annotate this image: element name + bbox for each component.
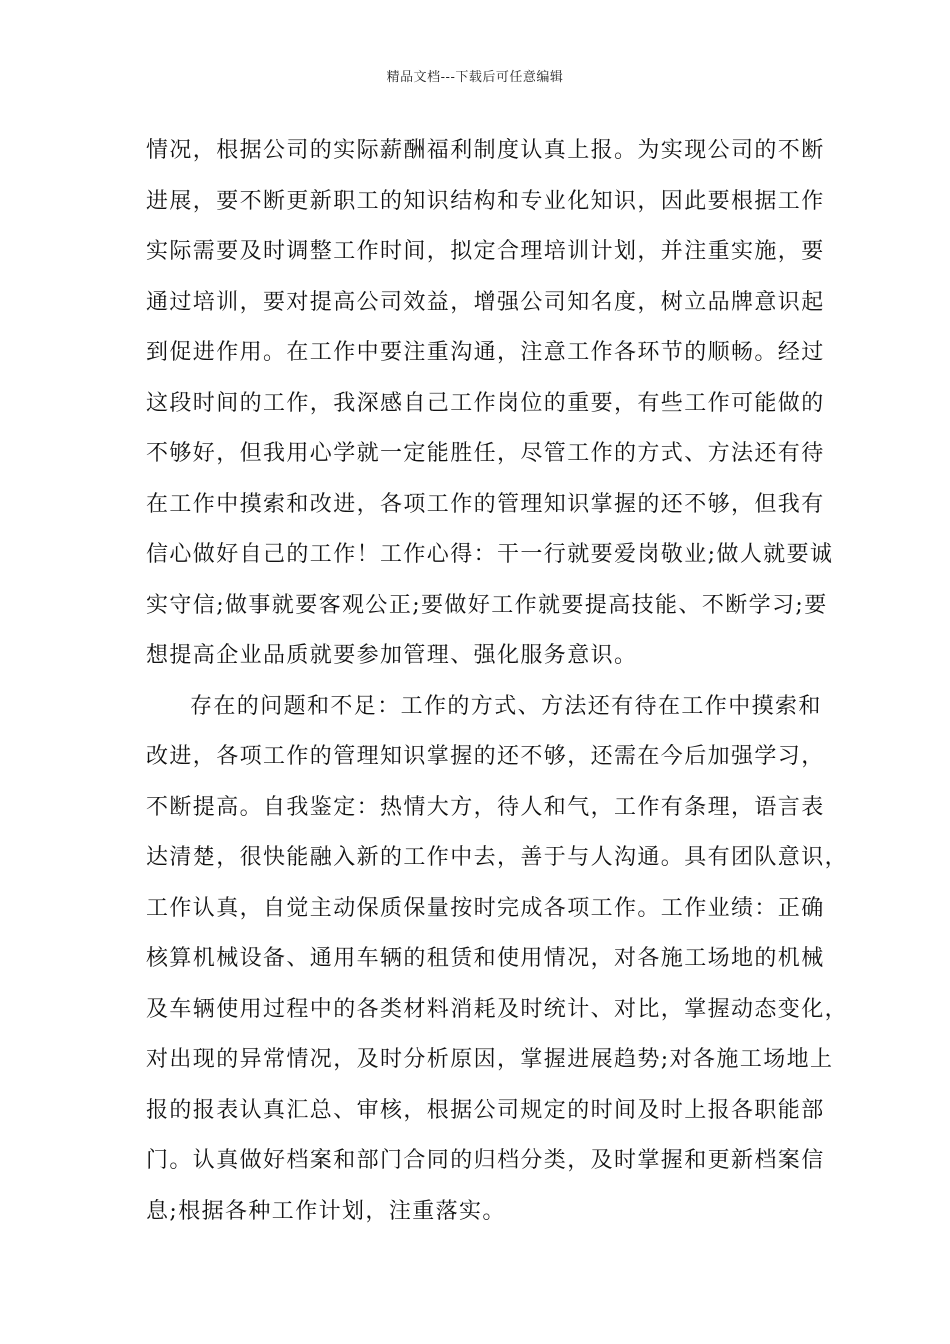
text-line: 不断提高。自我鉴定：热情大方，待人和气，工作有条理，语言表: [146, 794, 825, 820]
text-line: 门。认真做好档案和部门合同的归档分类，及时掌握和更新档案信: [146, 1148, 825, 1173]
text-line: 改进，各项工作的管理知识掌握的还不够，还需在今后加强学习，: [146, 744, 825, 769]
text-line: 情况，根据公司的实际薪酬福利制度认真上报。为实现公司的不断: [146, 138, 825, 163]
text-line: 在工作中摸索和改进，各项工作的管理知识掌握的还不够，但我有: [146, 491, 825, 517]
text-line: 工作认真，自觉主动保质保量按时完成各项工作。工作业绩：正确: [146, 895, 825, 921]
text-line: 实际需要及时调整工作时间，拟定合理培训计划，并注重实施，要: [146, 239, 825, 264]
text-line: 信心做好自己的工作！工作心得：干一行就要爱岗敬业;做人就要诚: [146, 542, 834, 567]
text-line: 及车辆使用过程中的各类材料消耗及时统计、对比，掌握动态变化，: [146, 996, 849, 1022]
text-line: 到促进作用。在工作中要注重沟通，注意工作各环节的顺畅。经过: [146, 340, 825, 365]
text-line: 息;根据各种工作计划，注重落实。: [146, 1198, 506, 1224]
text-line: 不够好，但我用心学就一定能胜任，尽管工作的方式、方法还有待: [146, 441, 825, 466]
text-line: 达清楚，很快能融入新的工作中去，善于与人沟通。具有团队意识，: [146, 845, 849, 870]
text-line: 这段时间的工作，我深感自己工作岗位的重要，有些工作可能做的: [146, 390, 825, 416]
text-line: 报的报表认真汇总、审核，根据公司规定的时间及时上报各职能部: [146, 1097, 825, 1123]
text-line: 进展，要不断更新职工的知识结构和专业化知识，因此要根据工作: [146, 188, 825, 214]
text-line: 对出现的异常情况，及时分析原因，掌握进展趋势;对各施工场地上: [146, 1047, 834, 1072]
body-text: [146, 126, 849, 1237]
text-line: 想提高企业品质就要参加管理、强化服务意识。: [146, 643, 638, 668]
text-line: 存在的问题和不足：工作的方式、方法还有待在工作中摸索和: [190, 693, 822, 719]
paragraph-2: [146, 682, 849, 1238]
text-line: 实守信;做事就要客观公正;要做好工作就要提高技能、不断学习;要: [146, 592, 828, 618]
page-header: 精品文档---下载后可任意编辑: [386, 70, 564, 85]
paragraph-1: [146, 126, 834, 682]
text-line: 核算机械设备、通用车辆的租赁和使用情况，对各施工场地的机械: [146, 946, 825, 971]
text-line: 通过培训，要对提高公司效益，增强公司知名度，树立品牌意识起: [146, 289, 825, 315]
